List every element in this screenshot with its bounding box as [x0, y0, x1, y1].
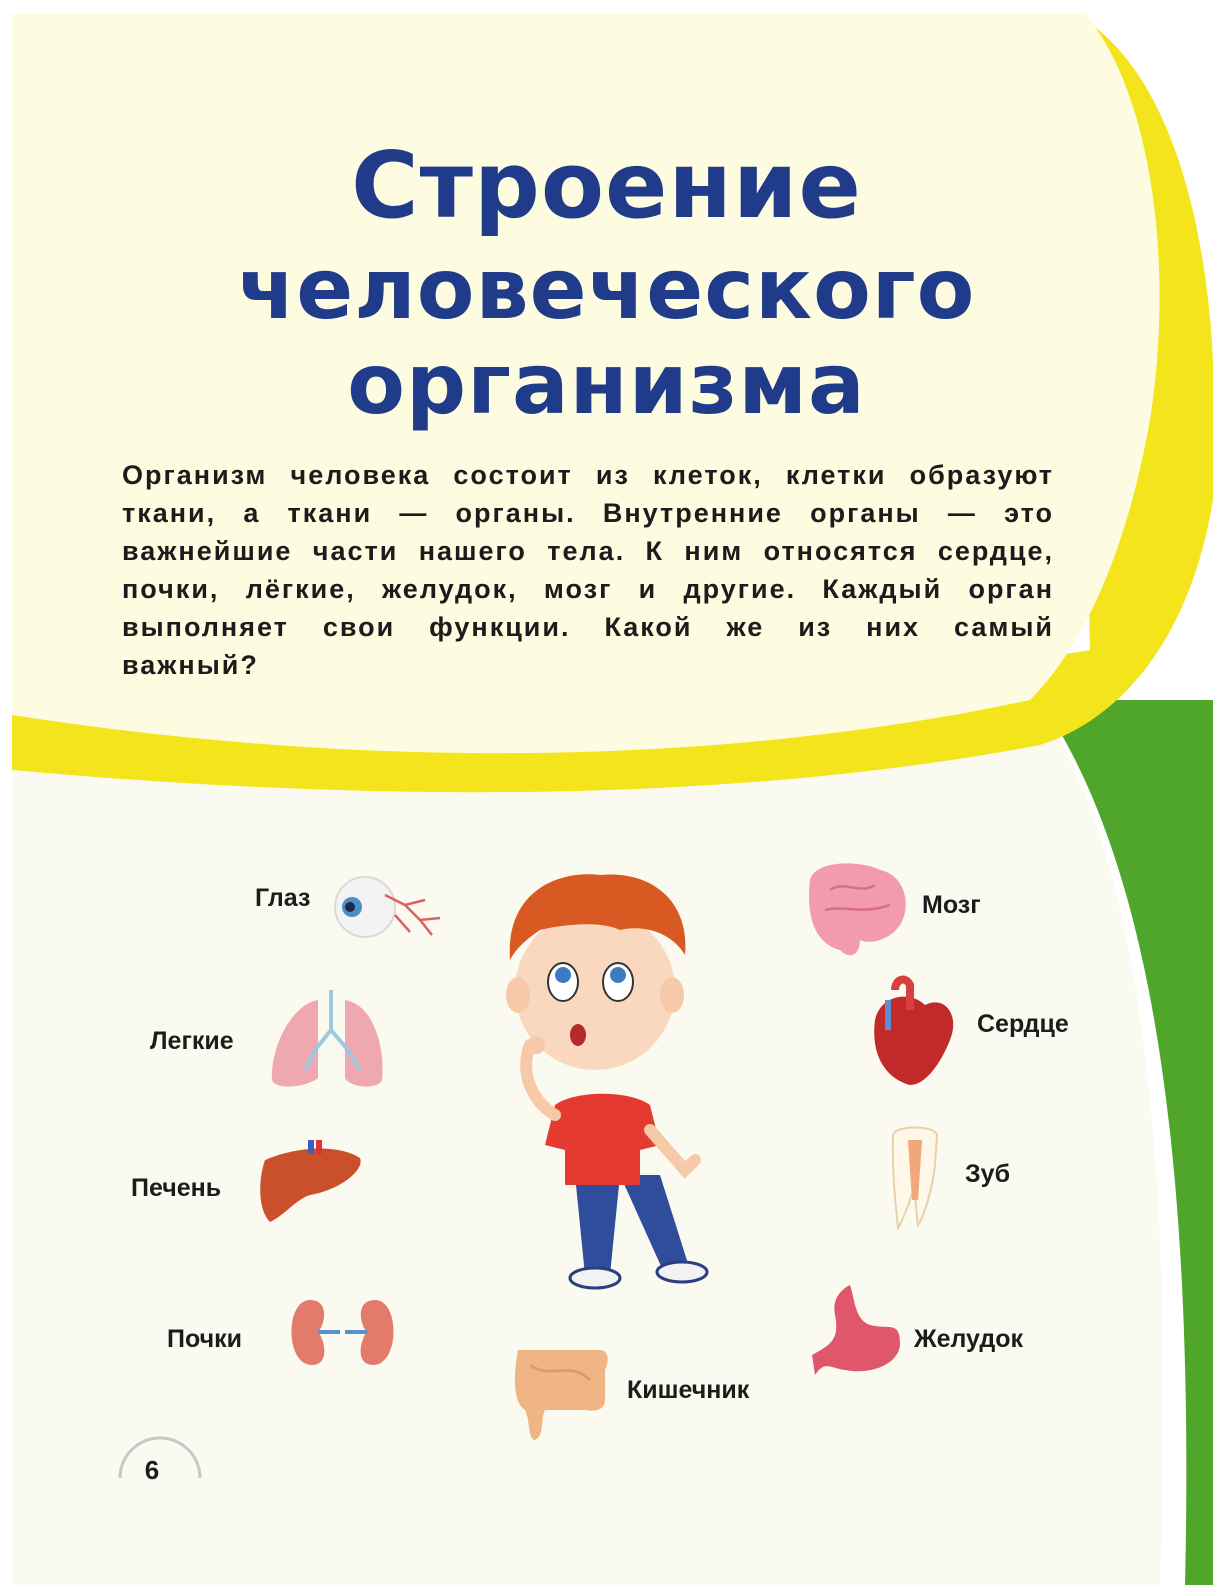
- label-lungs: Легкие: [150, 1027, 234, 1055]
- label-tooth: Зуб: [965, 1160, 1011, 1188]
- page-title-line-2: человеческого: [237, 240, 976, 338]
- page-title-line-3: организма: [347, 335, 866, 433]
- label-stomach: Желудок: [914, 1325, 1023, 1353]
- label-brain: Мозг: [922, 891, 981, 919]
- page-number: 6: [144, 1455, 160, 1485]
- label-liver: Печень: [131, 1174, 222, 1202]
- page-title-line-1: Строение: [351, 132, 862, 239]
- label-kidneys: Почки: [167, 1325, 243, 1353]
- intro-paragraph: Организм человека состоит из клеток, клетки образуют ткани, а ткани — органы. Внутренние органы — это важнейшие части нашего тела. К ним относятся сердце, почки, лёгкие, желудок, мозг и другие. Каждый орган выполняет свои функции. Какой же из них самый важный?: [122, 460, 1054, 680]
- label-heart: Сердце: [977, 1010, 1069, 1038]
- label-intestine: Кишечник: [627, 1376, 750, 1404]
- label-eye: Глаз: [255, 884, 311, 912]
